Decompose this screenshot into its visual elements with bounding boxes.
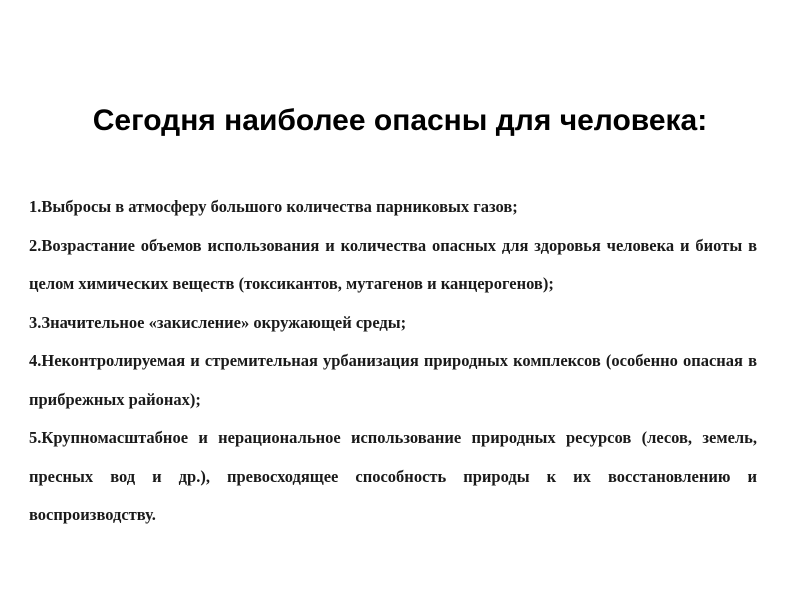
slide-title: Сегодня наиболее опасны для человека: (92, 104, 708, 137)
hazard-item-4: 4.Неконтролируемая и стремительная урбанизация природных комплексов (особенно опасная в прибрежных районах); (29, 351, 757, 409)
hazard-item-2: 2.Возрастание объемов использования и количества опасных для здоровья человека и биоты в целом химических веществ (токсикантов, мутагенов и канцерогенов); (29, 235, 757, 293)
hazard-item-3: 3.Значительное «закисление» окружающей среды; (29, 312, 407, 332)
hazard-list (29, 188, 757, 535)
hazard-item-5: 5.Крупномасштабное и нерациональное использование природных ресурсов (лесов, земель, пресных вод и др.), превосходящее способность природы к их восстановлению и воспроизводству. (29, 428, 757, 524)
hazard-item-1: 1.Выбросы в атмосферу большого количества парниковых газов; (29, 197, 518, 216)
